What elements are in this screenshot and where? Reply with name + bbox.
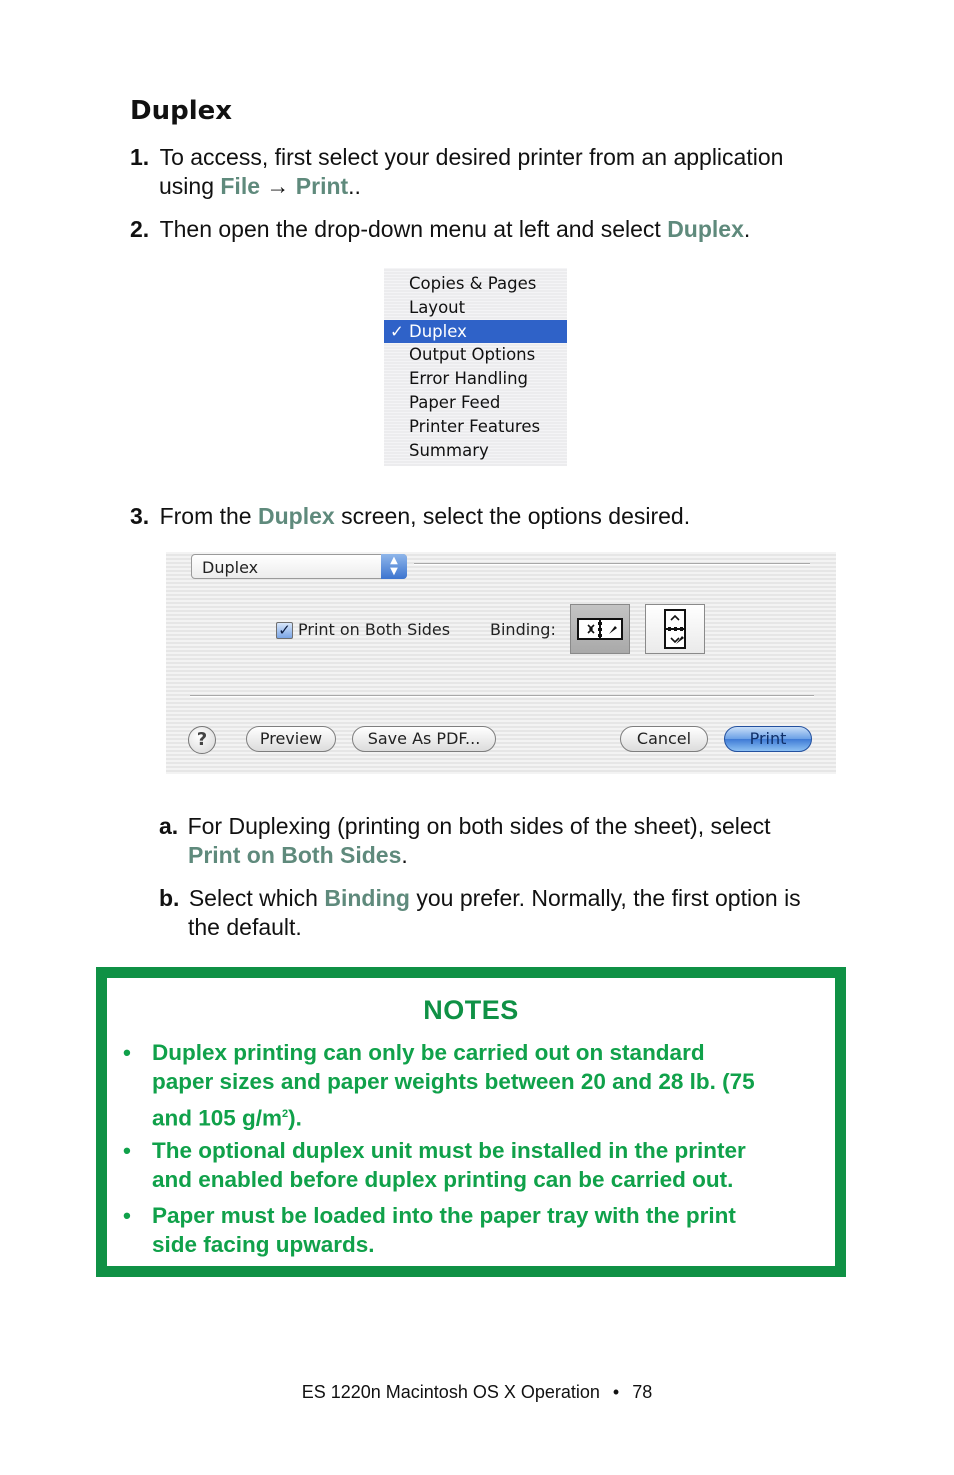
step-3 <box>130 502 850 531</box>
menu-item-label: Error Handling <box>409 369 529 388</box>
notes-box <box>96 967 846 1277</box>
substep-b-prefix: Select which <box>188 885 325 911</box>
note-1-line-1: Duplex printing can only be carried out on standard <box>152 1040 705 1065</box>
superscript: 2 <box>282 1108 289 1120</box>
step-2 <box>130 215 850 244</box>
note-1-line-3-a: and 105 g/m <box>152 1105 283 1131</box>
page-footer <box>0 1382 954 1403</box>
bullet: • <box>123 1138 131 1163</box>
binding-ref: Binding <box>324 885 410 911</box>
note-2-line-1: The optional duplex unit must be installed in the printer <box>152 1138 746 1163</box>
step-1-prefix: using <box>159 173 221 199</box>
duplex-ref: Duplex <box>258 503 335 529</box>
divider-bottom <box>190 695 814 697</box>
note-item <box>123 1136 812 1194</box>
binding-short-edge-button[interactable] <box>645 604 705 654</box>
print-both-sides-label[interactable]: Print on Both Sides <box>298 620 451 639</box>
menu-item-duplex[interactable] <box>384 320 567 343</box>
section-title: Duplex <box>130 96 233 126</box>
substep-b-letter: b. <box>159 885 180 911</box>
menu-item-label: Paper Feed <box>409 393 501 412</box>
note-3-line-2: side facing upwards. <box>152 1232 375 1257</box>
substep-b-text: you prefer. Normally, the first option is <box>409 885 801 911</box>
panel-popup-menu[interactable] <box>191 554 407 579</box>
menu-item-label: Output Options <box>409 345 536 364</box>
note-1-line-3 <box>152 1100 812 1133</box>
substep-a-letter: a. <box>159 813 179 839</box>
bullet: • <box>123 1040 131 1065</box>
print-both-sides-ref: Print on Both Sides <box>188 842 402 868</box>
step-1 <box>130 143 850 172</box>
popup-arrows-icon: ▲ ▼ <box>381 554 407 579</box>
binding-long-edge-button[interactable] <box>570 604 630 654</box>
page-number: 78 <box>632 1382 653 1402</box>
menu-item-layout[interactable] <box>384 296 567 319</box>
step-2-number: 2. <box>130 216 150 242</box>
menu-item-output-options[interactable] <box>384 343 567 366</box>
substep-a-text: For Duplexing (printing on both sides of the sheet), select <box>187 813 771 839</box>
note-3-line-1: Paper must be loaded into the paper tray with the print <box>152 1203 736 1228</box>
note-1-line-2: paper sizes and paper weights between 20 and 28 lb. (75 <box>152 1069 755 1094</box>
print-both-sides-checkbox[interactable]: ✓ <box>276 622 293 639</box>
menu-item-error-handling[interactable] <box>384 367 567 390</box>
step-1-line-2 <box>159 172 849 201</box>
menu-file-ref: File <box>220 173 260 199</box>
save-as-pdf-button[interactable]: Save As PDF... <box>352 726 496 752</box>
menu-item-label: Copies & Pages <box>409 274 537 293</box>
duplex-ref: Duplex <box>667 216 744 242</box>
menu-item-label: Layout <box>409 298 466 317</box>
printer-options-menu <box>384 268 567 466</box>
step-3-prefix: From the <box>159 503 258 529</box>
cancel-button[interactable]: Cancel <box>620 726 708 752</box>
bullet: • <box>123 1203 131 1228</box>
step-3-suffix: screen, select the options desired. <box>334 503 691 529</box>
popup-value: Duplex <box>202 558 259 577</box>
preview-button[interactable]: Preview <box>246 726 336 752</box>
binding-label: Binding: <box>490 620 556 639</box>
menu-item-summary[interactable] <box>384 439 567 462</box>
step-1-text: To access, first select your desired printer from an application <box>159 144 784 170</box>
short-edge-binding-icon <box>662 608 688 650</box>
menu-item-label: Summary <box>409 441 489 460</box>
note-item <box>123 1201 812 1259</box>
notes-title: NOTES <box>423 995 519 1025</box>
footer-text: ES 1220n Macintosh OS X Operation <box>301 1382 600 1402</box>
substep-a-suffix: . <box>401 842 408 868</box>
note-2-line-2: and enabled before duplex printing can be carried out. <box>152 1167 734 1192</box>
note-1-line-3-b: ). <box>288 1105 302 1131</box>
print-button[interactable]: Print <box>724 726 812 752</box>
duplex-dialog <box>166 552 836 774</box>
menu-item-paper-feed[interactable] <box>384 391 567 414</box>
step-1-suffix: .. <box>348 173 361 199</box>
step-2-suffix: . <box>743 216 751 242</box>
menu-item-printer-features[interactable] <box>384 415 567 438</box>
substep-b <box>159 884 849 913</box>
step-1-number: 1. <box>130 144 150 170</box>
substep-a-line-2 <box>188 841 848 870</box>
menu-item-label: Printer Features <box>409 417 541 436</box>
arrow: → <box>260 173 296 199</box>
menu-item-label: Duplex <box>409 322 467 341</box>
note-item <box>123 1038 812 1133</box>
checkmark-icon: ✓ <box>390 322 404 341</box>
substep-b-line-2: the default. <box>188 914 302 940</box>
long-edge-binding-icon <box>576 616 624 642</box>
substep-a <box>159 812 849 841</box>
step-3-number: 3. <box>130 503 150 529</box>
menu-item-copies-pages[interactable] <box>384 272 567 295</box>
menu-print-ref: Print <box>295 173 349 199</box>
step-2-text: Then open the drop-down menu at left and select <box>159 216 668 242</box>
divider-top <box>414 563 810 565</box>
help-button[interactable]: ? <box>188 726 216 754</box>
footer-separator: • <box>612 1382 620 1402</box>
